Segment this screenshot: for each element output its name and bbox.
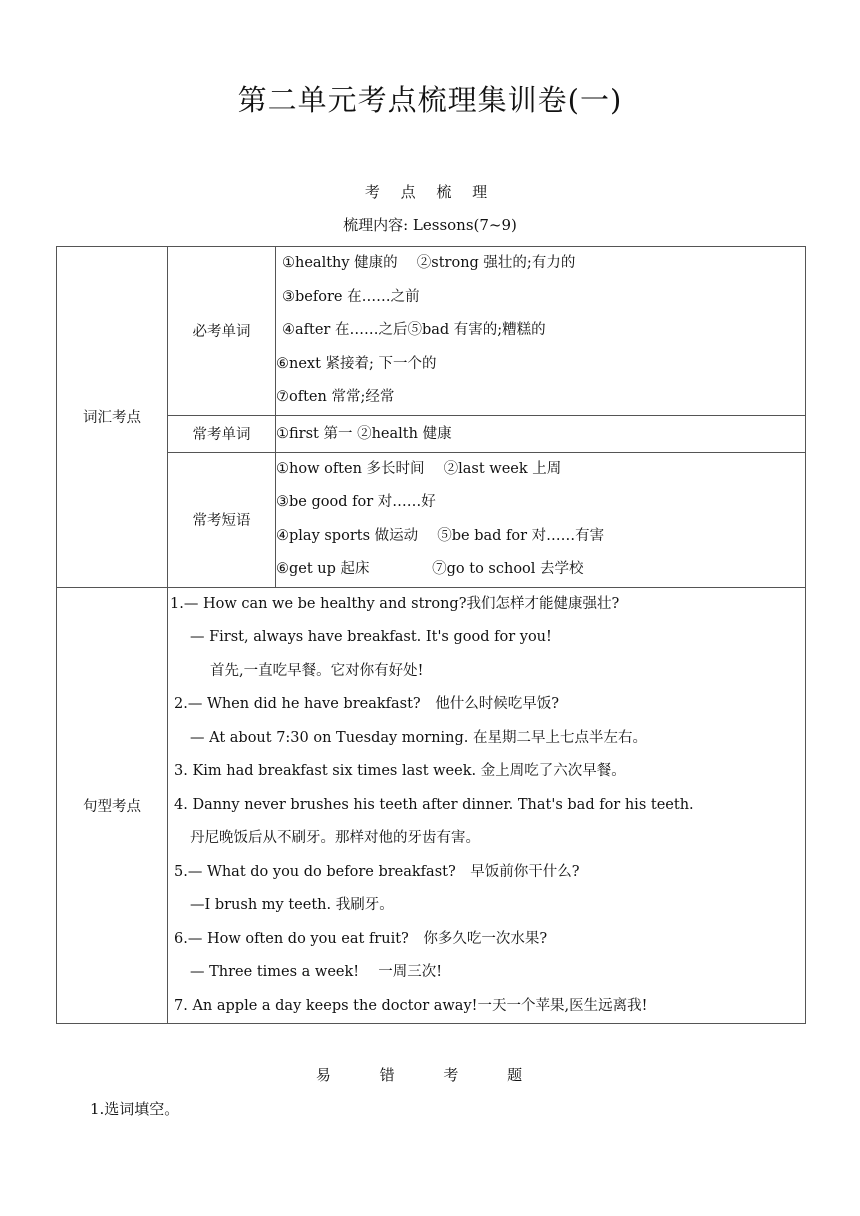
vocab-line: ③before 在……之前: [282, 288, 420, 305]
vocab-category: 词汇考点: [57, 247, 168, 588]
sentence-line: 3. Kim had breakfast six times last week. 金上周吃了六次早餐。: [174, 763, 626, 779]
vocab-line: ⑦often 常常;经常: [276, 389, 395, 405]
sentence-line: —I brush my teeth. 我刷牙。: [190, 897, 394, 913]
common-phrases-cell: [276, 452, 806, 587]
sentence-line: 1.— How can we be healthy and strong?我们怎样才能健康强壮?: [170, 595, 620, 612]
sentence-line: 2.— When did he have breakfast? 他什么时候吃早饭?: [174, 696, 559, 712]
sentence-line: 6.— How often do you eat fruit? 你多久吃一次水果?: [174, 930, 548, 947]
vocab-line: ①healthy 健康的 ②strong 强壮的;有力的: [282, 255, 576, 271]
page-title: 第二单元考点梳理集训卷(一): [237, 83, 623, 117]
phrase-line: ⑥get up 起床 ⑦go to school 去学校: [276, 561, 584, 577]
vocab-line: ⑥next 紧接着; 下一个的: [276, 355, 437, 372]
sentence-category: 句型考点: [57, 587, 168, 1024]
sentence-line: 5.— What do you do before breakfast? 早饭前你干什么?: [174, 863, 580, 880]
sentence-line: — Three times a week! 一周三次!: [190, 964, 443, 980]
vocab-line: ①first 第一 ②health 健康: [276, 425, 452, 442]
question-1-heading: 1.选词填空。: [90, 1100, 180, 1118]
common-words-cell: [276, 415, 806, 452]
common-phrases-label: 常考短语: [168, 452, 276, 587]
sentence-line: — At about 7:30 on Tuesday morning. 在星期二早上七点半左右。: [190, 729, 648, 746]
review-scope: 梳理内容: Lessons(7~9): [343, 216, 517, 234]
sentence-line: 7. An apple a day keeps the doctor away!一天一个苹果,医生远离我!: [174, 997, 648, 1014]
phrase-line: ④play sports 做运动 ⑤be bad for 对……有害: [276, 527, 605, 544]
phrase-line: ③be good for 对……好: [276, 494, 436, 510]
vocab-line: ④after 在……之后⑤bad 有害的;糟糕的: [282, 322, 546, 338]
section-heading-mistakes: 易 错 考 题: [315, 1066, 545, 1084]
sentence-line: 4. Danny never brushes his teeth after dinner. That's bad for his teeth.: [174, 796, 694, 813]
sentence-line: 丹尼晚饭后从不刷牙。那样对他的牙齿有害。: [190, 830, 480, 846]
phrase-line: ①how often 多长时间 ②last week 上周: [276, 460, 562, 477]
sentence-cell: [168, 587, 806, 1024]
required-words-cell: [276, 247, 806, 416]
required-words-label: 必考单词: [168, 247, 276, 416]
sentence-line: 首先,一直吃早餐。它对你有好处!: [210, 662, 424, 679]
review-table: [56, 246, 806, 1024]
section-heading-review: 考 点 梳 理: [364, 183, 496, 201]
common-words-label: 常考单词: [168, 415, 276, 452]
sentence-line: — First, always have breakfast. It's good for you!: [190, 629, 552, 645]
